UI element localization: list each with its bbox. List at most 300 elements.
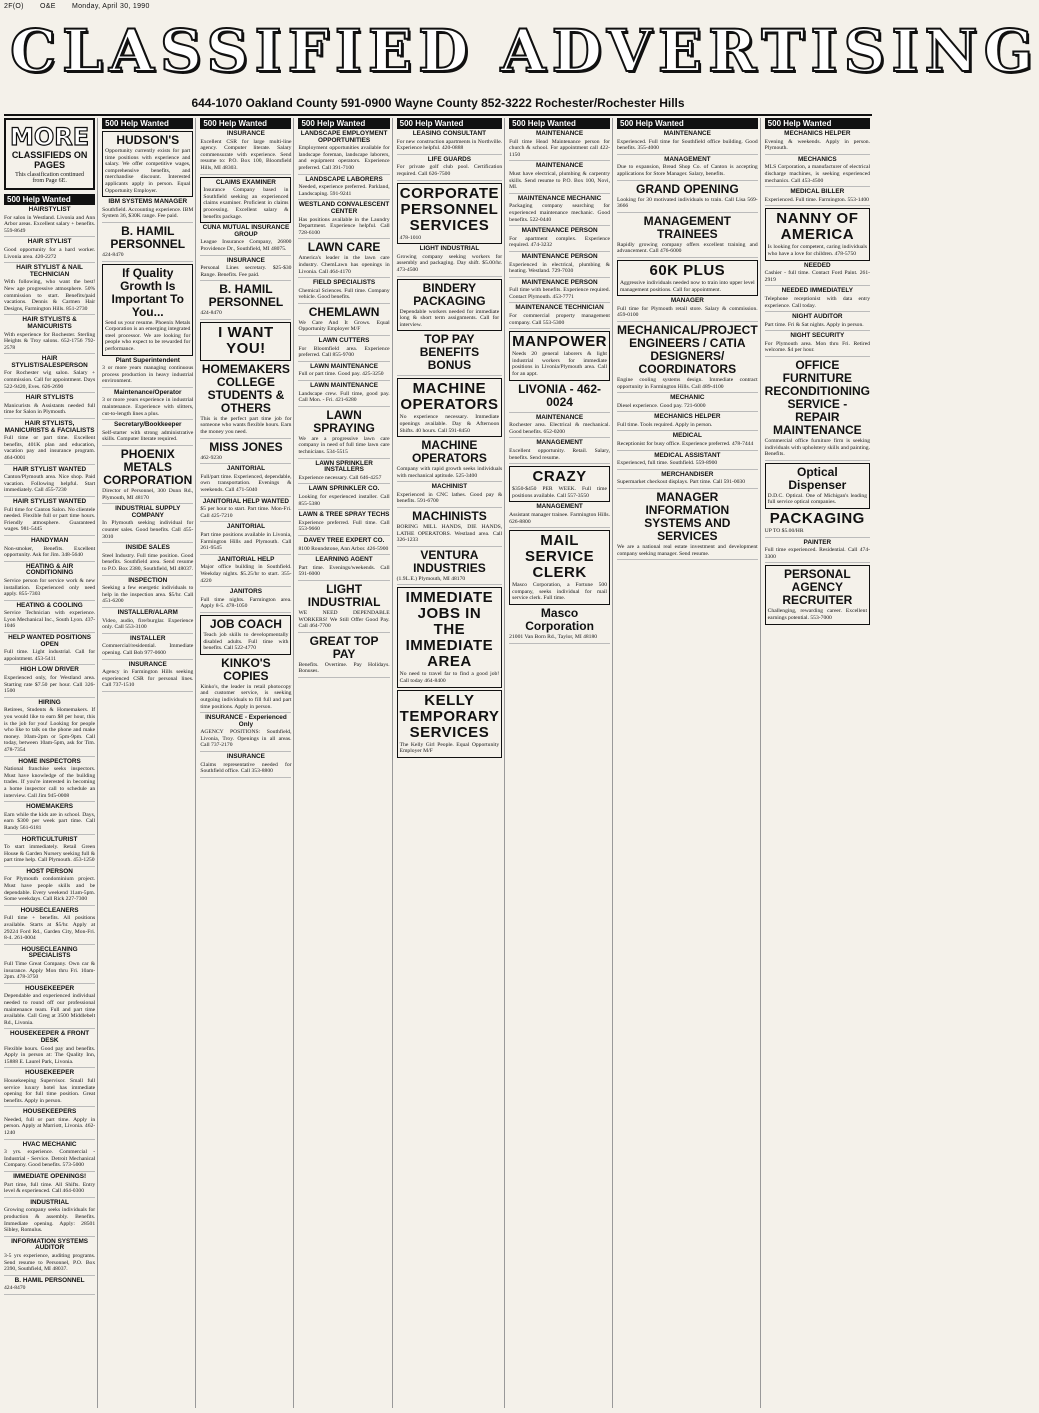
classified-ad xyxy=(4,1031,95,1068)
ad-heading: HOUSECLEANERS xyxy=(20,906,79,914)
ad-body: Telephone receptionist with data entry experience. Call today. xyxy=(764,295,870,309)
classified-ad xyxy=(509,504,610,528)
classified-ad xyxy=(4,538,95,562)
ad-body: For Rochester wig salon. Salary + commission. Call for appointment. Days 522-9420, Eves. 626-2690 xyxy=(4,370,96,390)
ad-body: Full Time Great Company. Own car & insurance. Apply Mon thru Fri. 10am-2pm. 478-3750 xyxy=(4,961,96,981)
classified-ad xyxy=(298,364,389,381)
classified-ad xyxy=(617,298,758,322)
ad-heading: DAVEY TREE EXPERT CO. xyxy=(303,536,385,544)
ad-body: 462-9230 xyxy=(200,454,222,461)
ad-heading: HANDYMAN xyxy=(30,536,69,544)
classified-ad xyxy=(200,466,291,496)
ad-body: For Plymouth area. Mon thru Fri. Retired welcome. $4 per hour. xyxy=(764,340,870,354)
ad-body: Commercial/residential. Immediate opening. Call Bob 977-0600 xyxy=(102,643,194,656)
ad-heading: HEATING & COOLING xyxy=(16,601,83,609)
ad-heading: Secretary/Bookkeeper xyxy=(113,421,182,429)
ad-body: Full time or part time. Excellent benefits, 401K plan and education, vacation pay and insurance program. 464-0001 xyxy=(4,435,96,461)
ad-body: With experience for Rochester. Sterling Heights & Troy salons. 652-1756 792-2578 xyxy=(4,331,96,351)
classified-ad xyxy=(200,524,291,554)
ad-heading: HAIR STYLIST WANTED xyxy=(13,465,87,473)
classified-ad xyxy=(102,506,193,543)
ad-heading: MAINTENANCE TECHNICIAN xyxy=(515,304,604,312)
ad-body: National franchise seeks inspectors. Must have knowledge of the building trades. If you're interested in becoming a home inspector call to schedule an interview. Call Jim 945-0008 xyxy=(4,766,96,799)
ad-heading: JANITORIAL HELP xyxy=(217,555,275,563)
classified-ad xyxy=(4,869,95,906)
ad-heading: TOP PAY BENEFITS BONUS xyxy=(419,332,480,373)
classified-ad xyxy=(102,225,193,262)
masthead-rule xyxy=(4,114,872,116)
classified-ad xyxy=(765,463,870,509)
ad-heading: MISS JONES xyxy=(209,439,283,454)
ad-heading: HAIR STYLISTS & MANICURISTS xyxy=(22,316,77,330)
classified-ad xyxy=(397,587,503,687)
ad-heading: HEATING & AIR CONDITIONING xyxy=(25,562,74,577)
ad-body: Part time. Fri & Sat nights. Apply in person. xyxy=(764,321,864,328)
classified-ad xyxy=(298,241,389,278)
classified-ad xyxy=(200,615,291,655)
ad-body: Opportunity currently exists for part time positions with experience and salary. We offer competitive wages, comprehensive benefits, and merchandise discount. Interested applicants apply in person. Equal Opportunity Employer. xyxy=(105,148,191,194)
classified-ad xyxy=(4,667,95,697)
ad-heading: LEARNING AGENT xyxy=(315,556,373,564)
ad-heading: MAINTENANCE xyxy=(535,162,584,170)
ad-heading: HOUSEKEEPERS xyxy=(22,1108,77,1116)
ad-body: Due to expansion, Bread Shop Co. of Canton is accepting applications for Store Manager. Salary, benefits. xyxy=(617,164,758,177)
ad-body: For commercial property management company. Call 553-5300 xyxy=(509,313,610,326)
ad-heading: HOST PERSON xyxy=(26,867,73,875)
ad-heading: MANPOWER xyxy=(512,333,607,351)
ad-heading: LAWN CARE xyxy=(307,240,381,255)
classified-ad xyxy=(509,331,610,380)
ad-heading: KELLY TEMPORARY SERVICES xyxy=(399,691,500,741)
ad-body: Experience preferred. Full time. Call 553-9660 xyxy=(298,519,390,533)
ad-heading: HOUSEKEEPER xyxy=(25,984,75,992)
ad-body: Insurance Company based in Southfield seeking an experienced claims examiner. Proficient in claims processing. Excellent salary & benefits package. xyxy=(203,187,289,220)
ad-body: Landscape crew. Full time, good pay. Call Mon. - Fri. 421-6280 xyxy=(298,390,390,404)
ad-body: 3 or more years managing continuous process production in heavy industrial environment. xyxy=(102,365,194,385)
ad-body: Excellent opportunity. Retail. Salary, benefits. Send resume. xyxy=(509,448,610,461)
ad-heading: LAWN SPRINKLER INSTALLERS xyxy=(315,459,373,474)
ad-body: Director of Personnel, 300 Dunn Rd., Plymouth, MI 48170 xyxy=(102,488,194,501)
classified-ad xyxy=(4,265,95,315)
classified-ad xyxy=(4,1278,95,1295)
ad-heading: WESTLAND CONVALESCENT CENTER xyxy=(298,201,390,215)
ad-heading: HOMEMAKERS xyxy=(26,803,74,811)
ad-heading: JANITORIAL xyxy=(226,465,266,473)
ad-heading: INSURANCE xyxy=(226,256,265,264)
ad-heading: HIRING xyxy=(38,698,61,706)
ad-heading: B. HAMIL PERSONNEL xyxy=(110,223,186,251)
column-3 xyxy=(200,118,294,1408)
ad-body: Retirees, Students & Homemakers. If you would like to earn $8 per hour, this is the job for you! Looking for people who like to talk on the phone and make money. 10am-2pm or 5pm-9pm. Call today, between 10am-5pm, ask for Tim. 478-7354 xyxy=(4,707,96,753)
ad-body: Full/part time. Experienced, dependable, own transportation. Evenings & weekends. Call 471-5040 xyxy=(200,473,292,494)
ad-heading: LAWN SPRAYING xyxy=(313,407,375,435)
ad-body: Full time for Canton Salon. No clientele needed. Flexible full or part time hours. Friendly atmosphere. Guaranteed wages. 981-5445 xyxy=(4,506,96,533)
classified-ad xyxy=(4,239,95,263)
ad-body: AGENCY POSITIONS: Southfield, Livonia, Troy. Openings in all areas. Call 737-2170 xyxy=(200,729,292,749)
ad-heading: PACKAGING xyxy=(769,510,865,528)
ad-heading: JANITORIAL xyxy=(226,523,266,531)
ad-body: America's leader in the lawn care industry. ChemLawn has openings in Livonia. Call 464-4170 xyxy=(298,255,390,275)
ad-body: Flexible hours. Good pay and benefits. Apply in person at: The Quality Inn, 15888 E. Laurel Park, Livonia. xyxy=(4,1045,96,1065)
ad-heading: MECHANIC xyxy=(670,394,705,402)
category-header: 500 Help Wanted xyxy=(4,194,95,205)
classified-ad xyxy=(298,338,389,362)
ad-body: Rapidly growing company offers excellent training and advancement. Call 476-6000 xyxy=(617,241,758,255)
paper-name: O&E xyxy=(40,3,56,10)
ad-body: Growing company seeking workers for assembly and packaging. Day shift. $5.00/hr. 473-4500 xyxy=(396,253,503,273)
ad-heading: HORTICULTURIST xyxy=(21,835,78,843)
more-subheading: CLASSIFIEDS ON PAGES xyxy=(11,150,88,170)
ad-body: Looking for 30 motivated individuals to train. Call Lisa 569-3666 xyxy=(617,196,758,210)
ad-heading: CHEMLAWN xyxy=(308,304,380,319)
ad-body: WE NEED DEPENDABLE WORKERS! We Still Offer Good Pay. Call 464-7700 xyxy=(298,609,390,630)
ad-body: BORING MILL HANDS, DIE HANDS, LATHE OPERATORS. Westland area. Call 326-1233 xyxy=(396,524,503,544)
ad-heading: HIGH LOW DRIVER xyxy=(20,666,79,674)
ad-heading: B. HAMIL PERSONNEL xyxy=(14,1276,85,1284)
classified-ad xyxy=(397,510,503,547)
ad-heading: HELP WANTED POSITIONS OPEN xyxy=(8,634,92,648)
column-4 xyxy=(298,118,392,1408)
column-6 xyxy=(509,118,613,1408)
ad-heading: MECHANICS HELPER xyxy=(784,130,851,137)
classified-ad xyxy=(298,280,389,304)
ad-heading: MAINTENANCE xyxy=(535,130,584,137)
ad-body: Experienced only, for Westland area. Starting rate $7.50 per hour. Call 326-1500 xyxy=(4,675,96,695)
ad-body: Service Technician with experience. Lyon Mechanical Inc., South Lyon. 437-1046 xyxy=(4,610,96,630)
ad-body: Employment opportunities available for landscape foreman, landscape laborers, and equipment operators. Experience preferred. Call 391-7100 xyxy=(298,145,390,171)
classified-ad xyxy=(4,356,95,393)
classified-ad xyxy=(397,484,503,508)
ad-heading: NIGHT SECURITY xyxy=(790,332,845,340)
ad-heading: MEDICAL xyxy=(672,432,702,440)
ad-body: Southfield. Accounting experience. IBM System 36, $30K range. Fee paid. xyxy=(102,206,194,220)
classified-ad xyxy=(765,189,870,206)
ad-body: Has positions available in the Laundry Department. Experience helpful. Call 728-6100 xyxy=(298,216,390,236)
ad-body: Cashier - full time. Contact Ford Paint. 261-2919 xyxy=(764,270,870,283)
ad-body: Engine cooling systems design. Immediate contract opportunity in Farmington Hills. Call 489-4100 xyxy=(617,376,758,390)
ad-body: The Kelly Girl People. Equal Opportunity Employer M/F xyxy=(399,741,500,755)
classified-ad xyxy=(617,395,758,412)
ad-heading: INSIDE SALES xyxy=(125,544,170,552)
ad-body: Masco Corporation, a Fortune 500 company, seeks individual for mail service clerk. Full time. xyxy=(512,582,607,602)
ad-body: This is the perfect part time job for someone who wants flexible hours. Earn the money you need. xyxy=(200,415,292,436)
ad-heading: PAINTER xyxy=(803,538,832,546)
ad-heading: MAIL SERVICE CLERK xyxy=(525,532,595,582)
ad-body: Steel Industry. Full time position. Good benefits. Southfield area. Send resume to P.O. Box 2380, Southfield, MI 48037. xyxy=(102,552,194,572)
ad-heading: HUDSON'S xyxy=(116,133,180,147)
classified-ad xyxy=(200,283,291,320)
ad-body: Experience necessary. Call 646-4257 xyxy=(298,474,382,481)
ad-heading: MAINTENANCE PERSON xyxy=(521,227,598,235)
ad-body: D.D.C. Optical. One of Michigan's leading full service optical companies. xyxy=(767,492,867,506)
classified-ad xyxy=(4,467,95,497)
classified-ad xyxy=(509,383,610,413)
classified-ad xyxy=(298,383,389,407)
ad-body: Full time nights. Farmington area. Apply 8-5. 478-1050 xyxy=(200,596,292,610)
classified-ad xyxy=(4,700,95,757)
classified-ad xyxy=(397,439,503,482)
classified-ad xyxy=(617,491,758,560)
ad-body: Chemical Sciences. Full time. Company vehicle. Good benefits. xyxy=(298,287,390,301)
classified-ad xyxy=(298,486,389,510)
phone-numbers: 644-1070 Oakland County 591-0900 Wayne County 852-3222 Rochester/Rochester Hills xyxy=(191,96,685,110)
ad-heading: NEEDED xyxy=(804,261,831,269)
classified-ad xyxy=(509,415,610,439)
ad-heading: HAIR STYLIST xyxy=(27,238,72,246)
ad-heading: HOME INSPECTORS xyxy=(18,757,81,765)
classified-ad xyxy=(397,333,503,376)
ad-heading: MEDICAL BILLER xyxy=(790,188,845,196)
classified-ad xyxy=(200,589,291,613)
classified-ad xyxy=(298,512,389,536)
classified-ad xyxy=(509,254,610,278)
ad-heading: JANITORS xyxy=(229,588,262,596)
ad-body: Full time with benefits. Experience required. Contact Plymouth. 453-7771 xyxy=(509,287,610,300)
column-1 xyxy=(4,118,98,1408)
classified-ad xyxy=(509,131,610,161)
ad-body: Personal Lines secretary. $25-$30 Range. Benefits. Fee paid. xyxy=(200,265,292,278)
ad-body: We are a progressive lawn care company in need of full time lawn care technicians. 534-5515 xyxy=(298,435,390,455)
ad-heading: LIGHT INDUSTRIAL xyxy=(419,245,480,253)
ad-heading: HAIR STYLISTS, MANICURISTS & FACIALISTS xyxy=(4,420,95,434)
category-header: 500 Help Wanted xyxy=(509,118,610,129)
ad-body: 424-8470 xyxy=(102,251,124,258)
ad-heading: HVAC MECHANIC xyxy=(22,1140,77,1148)
classified-ad xyxy=(509,163,610,193)
ad-heading: CORPORATE PERSONNEL SERVICES xyxy=(399,184,500,234)
ad-body: With following, who want the best! New age progressive atmosphere. 50% commission to start. Benefits/paid vacations. Dennis & Carmen Hair Designs, Farmington Hills. 851-2730 xyxy=(4,279,96,312)
ad-body: Part time. Evenings/weekends. Call 591-6000 xyxy=(298,564,390,578)
section-title: CLASSIFIED ADVERTISING xyxy=(10,17,1039,85)
ad-body: Diesel experience. Good pay. 721-6000 xyxy=(617,402,706,409)
ad-heading: FIELD SPECIALISTS xyxy=(313,279,376,287)
classified-ad xyxy=(765,208,870,260)
ad-body: Is looking for competent, caring individuals who have a love for children. 478-5750 xyxy=(767,244,867,257)
ad-heading: INSURANCE - Experienced Only xyxy=(205,714,287,728)
classified-ad xyxy=(102,578,193,608)
classified-ad xyxy=(765,131,870,155)
ad-body: Packaging company searching for experienced maintenance mechanic. Good benefits. 522-0440 xyxy=(509,203,610,223)
ad-heading: IBM SYSTEMS MANAGER xyxy=(108,198,188,206)
classified-ad xyxy=(4,564,95,601)
ad-body: Needed, experience preferred. Parkland, Landscaping. 591-9241 xyxy=(298,184,390,197)
ad-body: Good opportunity for a hard worker. Livonia area. 420-2272 xyxy=(4,246,96,260)
classified-ad xyxy=(509,280,610,304)
ad-body: 424-8470 xyxy=(200,310,222,317)
ad-heading: MEDICAL ASSISTANT xyxy=(654,451,721,459)
classified-ad xyxy=(4,804,95,834)
ad-body: Experienced, full time. Southfield. 559-8900 xyxy=(617,460,718,467)
page-number: 2F(O) xyxy=(4,3,24,10)
classified-ad xyxy=(4,1070,95,1107)
classified-ad xyxy=(298,202,389,239)
ad-body: Kinko's, the leader in retail photocopy and customer service, is seeking outgoing individuals to fill full and part time positions. Apply in person. xyxy=(200,683,292,710)
classified-ad xyxy=(298,557,389,581)
ad-body: In Plymouth seeking individual for counter sales. Good benefits. Call 455-3010 xyxy=(102,520,194,540)
ad-body: Experienced. Full time. Farmington. 553-1400 xyxy=(764,196,869,203)
ad-heading: MANAGEMENT xyxy=(664,155,711,163)
category-header: 500 Help Wanted xyxy=(200,118,291,129)
ad-body: Part time positions available in Livonia, Farmington Hills and Plymouth. Call 261-9545 xyxy=(200,532,292,552)
classified-ad xyxy=(102,636,193,660)
ad-body: No experience necessary. Immediate openings available. Day & Afternoon Shifts. 40 hours. Call 591-8450 xyxy=(399,414,500,434)
ad-body: 3 yrs. experience. Commercial - Industrial - Service. Detroit Mechanical Company. Good benefits. 573-5000 xyxy=(4,1149,96,1169)
ad-heading: MACHINISTS xyxy=(412,509,487,524)
ad-body: Dependable and experienced individual needed to round off our professional maintenance team. Full and part time available. Call Greg at 3500 Middlebelt Rd., Livonia. xyxy=(4,993,96,1026)
ad-body: Excellent CSR for large multi-line agency. Computer literate. Salary commensurate with experience. Send resume to: P.O. Box 100, Bloomfield Hills, MI 48303. xyxy=(200,138,292,171)
classified-ad xyxy=(509,228,610,252)
ad-heading: MAINTENANCE PERSON xyxy=(521,278,598,286)
masthead xyxy=(10,17,1039,94)
ad-heading: MECHANICS xyxy=(797,155,837,163)
ad-heading: INSTALLER xyxy=(130,634,166,642)
ad-body: Video, audio, fire/burglar. Experience only. Call 553-3100 xyxy=(102,617,194,631)
ad-body: To start immediately. Retail Green House & Garden Nursery seeking full & part time help. Call Plymouth. 453-1250 xyxy=(4,844,96,864)
classified-ad xyxy=(397,549,503,586)
classified-ad xyxy=(4,635,95,665)
ad-body: Needs 20 general laborers & light industrial workers for immediate positions in Livonia/Plymouth area. Call for an appt. xyxy=(512,351,607,378)
classified-ad xyxy=(102,264,193,356)
ad-heading: LAWN CUTTERS xyxy=(318,337,370,345)
ad-body: 478-1010 xyxy=(399,234,422,241)
more-note: This classification continued from Page 6E. xyxy=(15,172,85,184)
ad-body: 3 or more years experience in industrial maintenance. Experience with slitters, cut-to-length lines a plus. xyxy=(102,397,194,417)
ad-body: Service person for service work & new installation. Experienced only need apply. 855-7303 xyxy=(4,577,96,598)
classified-ad xyxy=(509,530,610,605)
classified-ad xyxy=(765,288,870,312)
ad-heading: LIVONIA - 462-0024 xyxy=(518,381,602,409)
classified-ad xyxy=(298,635,389,678)
ad-body: Full time Head Maintenance person for church & school. For appointment call 422-1150 xyxy=(509,138,610,158)
ad-body: For new construction apartments in Northville. Experience helpful. 420-0888 xyxy=(396,138,503,152)
ad-heading: INSURANCE xyxy=(226,130,265,137)
classified-ad xyxy=(617,131,758,155)
issue-date: Monday, April 30, 1990 xyxy=(71,3,150,10)
ad-heading: NANNY OF AMERICA xyxy=(776,210,859,244)
ad-heading: LAWN & TREE SPRAY TECHS xyxy=(298,511,390,519)
classified-ad xyxy=(765,314,870,331)
classified-ad xyxy=(617,453,758,470)
classified-ad xyxy=(102,610,193,634)
classified-ad xyxy=(200,557,291,587)
classified-ad xyxy=(4,759,95,803)
ad-body: Teach job skills to developmentally disabled adults. Full time with benefits. Call 522-4770 xyxy=(203,631,289,652)
ad-heading: LAWN MAINTENANCE xyxy=(310,362,378,370)
ad-body: Full time for Plymouth retail store. Salary & commission. 459-0100 xyxy=(617,305,758,319)
ad-heading: HAIR STYLIST & NAIL TECHNICIAN xyxy=(16,264,83,278)
classified-ad xyxy=(397,246,503,276)
ad-heading: LANDSCAPE LABORERS xyxy=(305,175,383,183)
ad-body: Experienced in CNC lathes. Good pay & benefits. 591-6700 xyxy=(396,491,503,505)
ad-heading: HOUSEKEEPER & FRONT DESK xyxy=(9,1030,90,1044)
ad-heading: BINDERY PACKAGING xyxy=(413,280,486,308)
classified-ad xyxy=(200,258,291,282)
ad-heading: JANITORIAL HELP WANTED xyxy=(202,497,290,505)
classified-ad xyxy=(509,466,610,502)
ad-heading: MANAGEMENT TRAINEES xyxy=(643,213,731,241)
classified-ad xyxy=(298,583,389,633)
classified-ad xyxy=(765,263,870,287)
classified-ad xyxy=(4,908,95,945)
ad-body: Full time + benefits. All positions available. Starts at $5/hr. Apply at 29224 Ford Rd., Garden City, Mon-Fri. 8-4. 261-0004 xyxy=(4,915,96,942)
classified-ad xyxy=(298,177,389,201)
classified-ad xyxy=(617,414,758,431)
ad-heading: HAIR STYLIST/SALESPERSON xyxy=(11,355,88,369)
ad-body: Major office building in Southfield. Weekday nights. $5.25/hr to start. 355-4220 xyxy=(200,564,292,584)
ad-heading: MACHINIST xyxy=(431,483,468,491)
category-header: 500 Help Wanted xyxy=(102,118,193,129)
classified-ad xyxy=(200,131,291,175)
column-8 xyxy=(765,118,872,1408)
classified-ad xyxy=(200,441,291,465)
ad-body: (1.9L.E.) Plymouth, MI 48170 xyxy=(396,575,466,582)
ad-body: Full time. Light industrial. Call for appointment. 453-5411 xyxy=(4,649,96,662)
ad-body: Looking for experienced installer. Call 855-5380 xyxy=(298,493,390,507)
classified-columns xyxy=(4,118,872,1408)
classified-ad xyxy=(617,260,758,296)
classified-ad xyxy=(765,157,870,187)
classified-ad xyxy=(4,947,95,984)
ad-heading: NIGHT AUDITOR xyxy=(792,313,843,321)
ad-body: Company with rapid growth seeks individuals with mechanical aptitude. 525-3400 xyxy=(396,466,503,479)
classified-ad xyxy=(4,1174,95,1198)
ad-heading: CUNA MUTUAL INSURANCE GROUP xyxy=(202,224,290,238)
classified-ad xyxy=(509,440,610,464)
ad-heading: INFORMATION SYSTEMS AUDITOR xyxy=(11,1237,89,1252)
ad-heading: MANAGER INFORMATION SYSTEMS AND SERVICES xyxy=(644,490,731,544)
ad-heading: PERSONAL AGENCY RECRUITER xyxy=(782,567,853,608)
ad-heading: HAIR STYLISTS xyxy=(25,394,74,402)
running-head xyxy=(4,3,872,15)
classified-ad xyxy=(200,225,291,255)
ad-heading: INSURANCE xyxy=(226,753,265,761)
ad-body: Evening & weekends. Apply in person. Plymouth. xyxy=(764,138,870,152)
ad-body: Earn while the kids are in school. Days, earn $300 per week part time. Call Randy 561-6181 xyxy=(4,811,96,831)
category-header: 500 Help Wanted xyxy=(397,118,503,129)
ad-body: 21001 Van Born Rd., Taylor, MI 48180 xyxy=(509,633,598,640)
column-5 xyxy=(397,118,506,1408)
classified-ad xyxy=(4,986,95,1030)
ad-heading: If Quality Growth Is Important To You... xyxy=(111,265,184,319)
ad-body: Rochester area. Electrical & mechanical. Good benefits. 652-0200 xyxy=(509,422,610,435)
ad-heading: INSTALLER/ALARM xyxy=(117,608,178,616)
classified-ad xyxy=(617,215,758,258)
ad-heading: IMMEDIATE OPENINGS! xyxy=(13,1173,87,1181)
classified-ad xyxy=(4,1142,95,1172)
ad-body: League Insurance Company, 26800 Providence Dr., Southfield, MI 48075. xyxy=(200,239,292,252)
classified-ad xyxy=(102,545,193,575)
ad-body: Housekeeping Supervisor. Small full service luxury hotel has immediate opening for full time position. Great benefits. Apply in person. xyxy=(4,1077,96,1104)
ad-body: Non-smoker, Benefits. Excellent opportunity. Ask for Jim. 348-5640 xyxy=(4,545,96,559)
ad-heading: LEASING CONSULTANT xyxy=(412,130,487,137)
ad-body: Challenging, rewarding career. Excellent earnings potential. 553-7000 xyxy=(767,608,867,621)
ad-body: For apartment complex. Experience required. 474-3232 xyxy=(509,235,610,249)
classified-ad xyxy=(397,690,503,758)
classified-ad xyxy=(4,421,95,465)
ad-heading: HOUSECLEANING SPECIALISTS xyxy=(21,945,78,960)
classified-ad xyxy=(509,305,610,329)
classified-ad xyxy=(765,511,870,538)
category-header: 500 Help Wanted xyxy=(765,118,870,129)
classified-ad xyxy=(200,499,291,523)
ad-body: Needed, full or part time. Apply in person. Apply at Marriott, Livonia. 462-1240 xyxy=(4,1116,96,1137)
ad-heading: KINKO'S COPIES xyxy=(221,655,271,683)
ad-body: Self-starter with strong administrative skills. Computer literate required. xyxy=(102,429,194,443)
ad-body: Supermarket checkout displays. Part time. Call 591-0030 xyxy=(617,479,746,486)
ad-heading: INSPECTION xyxy=(128,576,168,584)
classified-ad xyxy=(298,409,389,459)
classified-ad xyxy=(200,715,291,752)
